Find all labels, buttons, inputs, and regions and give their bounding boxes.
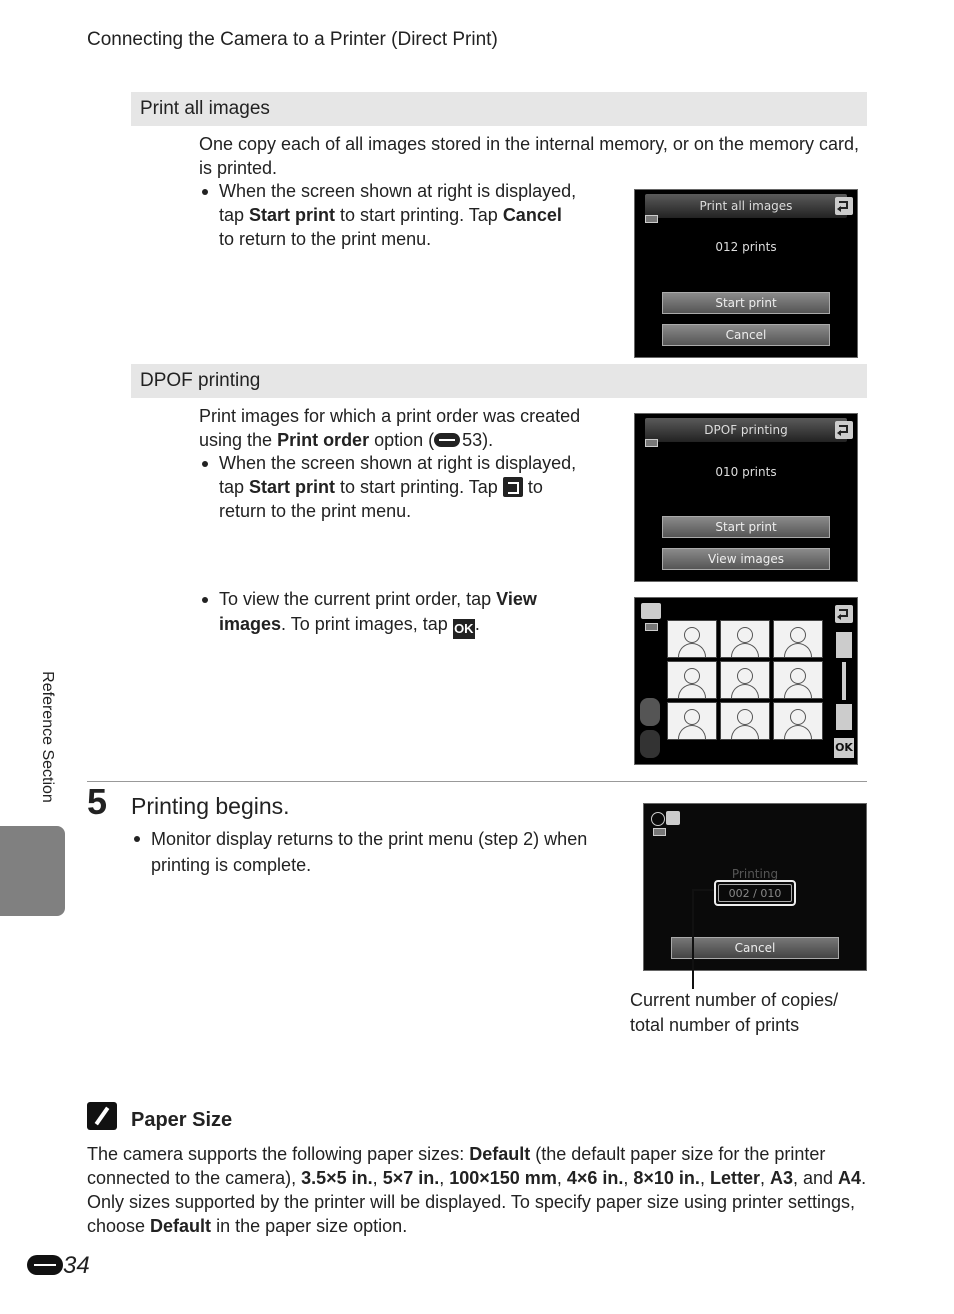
- callout-caption: Current number of copies/ total number of prints: [630, 990, 839, 1035]
- print-all-intro: One copy each of all images stored in the internal memory, or on the memory card, is printed.: [199, 134, 859, 178]
- print-icon: [641, 603, 661, 619]
- back-icon[interactable]: [835, 421, 853, 439]
- step5-bullet: Monitor display returns to the print menu (step 2) when printing is complete.: [151, 829, 588, 875]
- ok-icon: OK: [453, 619, 475, 639]
- back-icon[interactable]: [835, 605, 853, 623]
- dpof-bullet: When the screen shown at right is displayed, tap Start print to start printing. Tap to return to the print menu.: [219, 453, 577, 521]
- print-icon: [666, 811, 680, 825]
- zoom-out-icon[interactable]: [640, 730, 660, 758]
- scroll-down-icon[interactable]: [836, 704, 852, 730]
- thumbnail[interactable]: [667, 661, 717, 699]
- zoom-in-icon[interactable]: [640, 698, 660, 726]
- scroll-up-icon[interactable]: [836, 632, 852, 658]
- thumbnail[interactable]: [773, 620, 823, 658]
- print-all-bullet: When the screen shown at right is displayed, tap Start print to start printing. Tap Cancel to return to the print menu.: [219, 181, 577, 249]
- start-print-button[interactable]: Start print: [662, 516, 830, 538]
- printing-screen: [643, 803, 867, 971]
- reference-icon: [434, 433, 460, 447]
- thumbnail[interactable]: [667, 620, 717, 658]
- print-count: 012 prints: [715, 240, 777, 254]
- side-section-label: Reference Section: [39, 671, 56, 803]
- note-title: Paper Size: [131, 1109, 233, 1131]
- bullet: [202, 597, 208, 603]
- page-number: 34: [27, 1252, 90, 1280]
- note-body: The camera supports the following paper sizes: Default (the default paper size for the printer connected to the camera), 3.5×5 in., 5×7 in., 100×150 mm, 4×6 in., 8×10 in., Letter, A3, and A4. Only sizes supported by the printer will be displayed. To specify paper size using printer settings, choose Default in the paper size option.: [87, 1144, 867, 1236]
- callout-line: [692, 889, 694, 989]
- view-images-bullet: To view the current print order, tap View images. To print images, tap OK.: [219, 587, 619, 639]
- progress-box: [714, 880, 796, 906]
- thumbnail[interactable]: [667, 702, 717, 740]
- battery-icon: [645, 623, 658, 631]
- reference-icon: [27, 1255, 63, 1275]
- screen-title: DPOF printing: [704, 423, 788, 437]
- view-images-button[interactable]: View images: [662, 548, 830, 570]
- dpof-screen: [634, 413, 858, 582]
- section-heading: Print all images: [140, 98, 270, 119]
- pencil-icon: [87, 1102, 117, 1130]
- step-number: 5: [87, 781, 108, 822]
- print-count: 010 prints: [715, 465, 777, 479]
- screen-title: Print all images: [699, 199, 793, 213]
- section-tab: [0, 826, 65, 916]
- bullet: [202, 461, 208, 467]
- callout-line: [692, 889, 714, 891]
- print-all-screen: [634, 189, 858, 358]
- battery-icon: [653, 828, 666, 836]
- section-heading: DPOF printing: [140, 370, 261, 391]
- start-print-button[interactable]: Start print: [662, 292, 830, 314]
- battery-icon: [645, 215, 658, 223]
- thumbnail[interactable]: [773, 702, 823, 740]
- cancel-button[interactable]: Cancel: [662, 324, 830, 346]
- back-icon[interactable]: [835, 197, 853, 215]
- thumbnail[interactable]: [720, 702, 770, 740]
- dpof-intro: Print images for which a print order was created using the Print order option ( 53).: [199, 406, 581, 450]
- section-bar-dpof: [131, 364, 867, 398]
- thumbnail[interactable]: [720, 620, 770, 658]
- bullet: [202, 189, 208, 195]
- progress-readout: 002 / 010: [718, 884, 792, 902]
- battery-icon: [645, 439, 658, 447]
- thumbnail[interactable]: [773, 661, 823, 699]
- divider: [87, 781, 867, 782]
- thumbnail-screen: [634, 597, 858, 765]
- printing-status: Printing: [731, 867, 779, 881]
- thumbnail[interactable]: [720, 661, 770, 699]
- cancel-button[interactable]: Cancel: [671, 937, 839, 959]
- scrollbar[interactable]: [842, 662, 846, 700]
- back-icon: [503, 477, 523, 497]
- warning-icon: [651, 812, 665, 826]
- page-header: Connecting the Camera to a Printer (Direct Print): [87, 29, 498, 50]
- bullet: [134, 836, 140, 842]
- ok-icon[interactable]: OK: [834, 738, 854, 758]
- step-title: Printing begins.: [131, 793, 290, 819]
- section-bar-print-all: [131, 92, 867, 126]
